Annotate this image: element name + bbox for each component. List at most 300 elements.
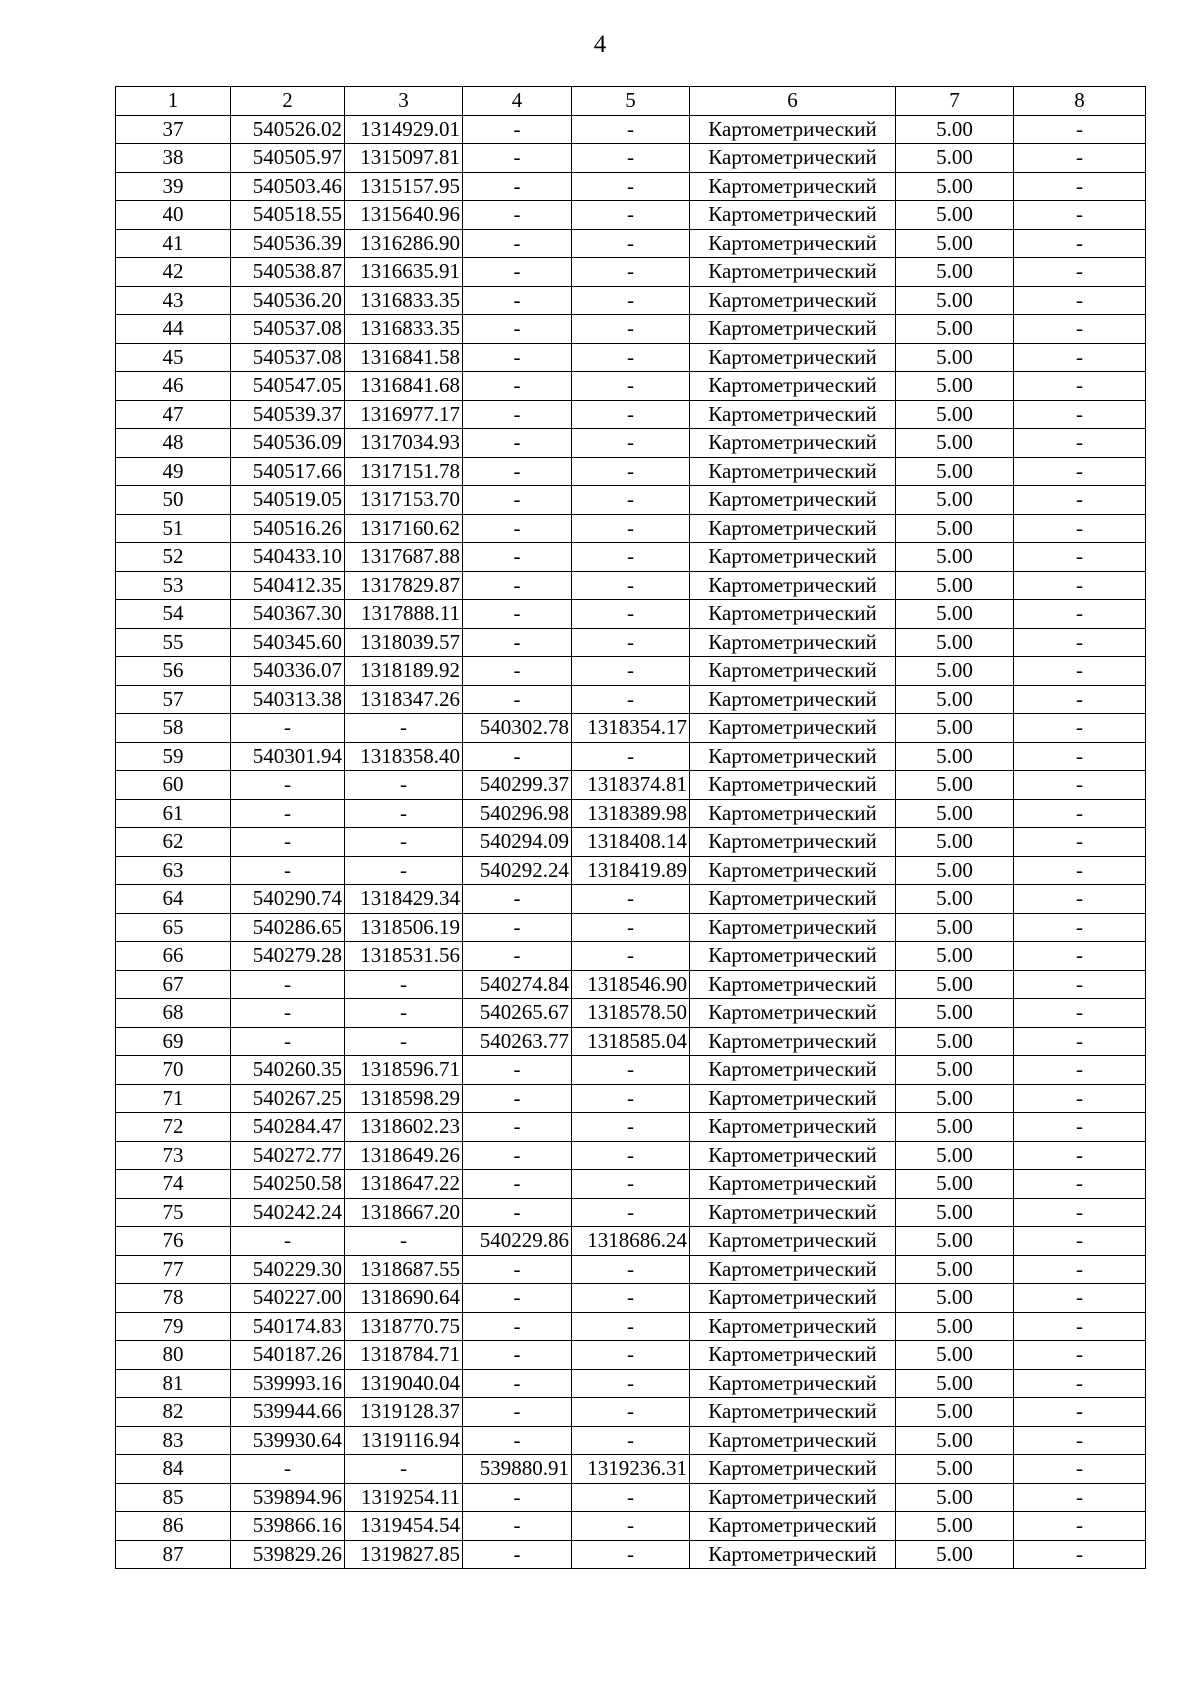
y-coordinate-alt-cell: 1318419.89 (572, 856, 690, 885)
method-cell: Картометрический (690, 828, 896, 857)
y-coordinate-cell: 1316635.91 (345, 258, 463, 287)
table-row (116, 543, 1146, 572)
y-coordinate-cell: - (345, 856, 463, 885)
column-header: 6 (690, 87, 896, 116)
x-coordinate-alt-cell: 540294.09 (463, 828, 572, 857)
point-number-cell: 74 (116, 1170, 231, 1199)
y-coordinate-cell: 1316977.17 (345, 400, 463, 429)
accuracy-cell: 5.00 (896, 1426, 1014, 1455)
accuracy-cell: 5.00 (896, 1455, 1014, 1484)
point-number-cell: 68 (116, 999, 231, 1028)
y-coordinate-alt-cell: - (572, 571, 690, 600)
y-coordinate-cell: 1317160.62 (345, 514, 463, 543)
x-coordinate-alt-cell: - (463, 1170, 572, 1199)
point-number-cell: 52 (116, 543, 231, 572)
x-coordinate-alt-cell: - (463, 1426, 572, 1455)
note-cell: - (1014, 400, 1146, 429)
note-cell: - (1014, 1512, 1146, 1541)
y-coordinate-alt-cell: - (572, 115, 690, 144)
accuracy-cell: 5.00 (896, 913, 1014, 942)
note-cell: - (1014, 685, 1146, 714)
column-header: 4 (463, 87, 572, 116)
x-coordinate-cell: 540412.35 (231, 571, 345, 600)
note-cell: - (1014, 970, 1146, 999)
x-coordinate-cell: - (231, 1227, 345, 1256)
y-coordinate-alt-cell: - (572, 628, 690, 657)
note-cell: - (1014, 1056, 1146, 1085)
y-coordinate-alt-cell: - (572, 1056, 690, 1085)
table-body (116, 115, 1146, 1569)
y-coordinate-cell: 1315097.81 (345, 144, 463, 173)
x-coordinate-cell: 540537.08 (231, 343, 345, 372)
accuracy-cell: 5.00 (896, 115, 1014, 144)
y-coordinate-alt-cell: 1318374.81 (572, 771, 690, 800)
note-cell: - (1014, 799, 1146, 828)
accuracy-cell: 5.00 (896, 172, 1014, 201)
y-coordinate-alt-cell: 1318354.17 (572, 714, 690, 743)
x-coordinate-alt-cell: - (463, 429, 572, 458)
method-cell: Картометрический (690, 286, 896, 315)
x-coordinate-alt-cell: - (463, 600, 572, 629)
table-row (116, 372, 1146, 401)
accuracy-cell: 5.00 (896, 828, 1014, 857)
y-coordinate-alt-cell: - (572, 286, 690, 315)
table-row (116, 1455, 1146, 1484)
note-cell: - (1014, 999, 1146, 1028)
point-number-cell: 56 (116, 657, 231, 686)
x-coordinate-cell: - (231, 999, 345, 1028)
y-coordinate-cell: 1316286.90 (345, 229, 463, 258)
table-row (116, 600, 1146, 629)
accuracy-cell: 5.00 (896, 1056, 1014, 1085)
x-coordinate-cell: 540242.24 (231, 1198, 345, 1227)
x-coordinate-cell: 540279.28 (231, 942, 345, 971)
y-coordinate-cell: - (345, 771, 463, 800)
method-cell: Картометрический (690, 1113, 896, 1142)
x-coordinate-alt-cell: - (463, 144, 572, 173)
x-coordinate-alt-cell: - (463, 372, 572, 401)
method-cell: Картометрический (690, 144, 896, 173)
y-coordinate-alt-cell: - (572, 514, 690, 543)
column-header: 3 (345, 87, 463, 116)
y-coordinate-alt-cell: - (572, 400, 690, 429)
y-coordinate-alt-cell: 1318408.14 (572, 828, 690, 857)
y-coordinate-alt-cell: - (572, 885, 690, 914)
x-coordinate-cell: 540516.26 (231, 514, 345, 543)
point-number-cell: 47 (116, 400, 231, 429)
y-coordinate-cell: 1315640.96 (345, 201, 463, 230)
method-cell: Картометрический (690, 742, 896, 771)
table-row (116, 343, 1146, 372)
table-row (116, 400, 1146, 429)
accuracy-cell: 5.00 (896, 1170, 1014, 1199)
accuracy-cell: 5.00 (896, 885, 1014, 914)
accuracy-cell: 5.00 (896, 1341, 1014, 1370)
table-row (116, 1056, 1146, 1085)
accuracy-cell: 5.00 (896, 1369, 1014, 1398)
accuracy-cell: 5.00 (896, 1312, 1014, 1341)
y-coordinate-cell: - (345, 714, 463, 743)
note-cell: - (1014, 315, 1146, 344)
y-coordinate-alt-cell: 1318585.04 (572, 1027, 690, 1056)
x-coordinate-cell: 540286.65 (231, 913, 345, 942)
x-coordinate-alt-cell: - (463, 1084, 572, 1113)
x-coordinate-cell: 539829.26 (231, 1540, 345, 1569)
table-row (116, 115, 1146, 144)
method-cell: Картометрический (690, 714, 896, 743)
table-row (116, 685, 1146, 714)
point-number-cell: 76 (116, 1227, 231, 1256)
point-number-cell: 60 (116, 771, 231, 800)
point-number-cell: 87 (116, 1540, 231, 1569)
x-coordinate-cell: - (231, 714, 345, 743)
accuracy-cell: 5.00 (896, 799, 1014, 828)
method-cell: Картометрический (690, 1198, 896, 1227)
y-coordinate-alt-cell: - (572, 457, 690, 486)
method-cell: Картометрический (690, 343, 896, 372)
method-cell: Картометрический (690, 685, 896, 714)
point-number-cell: 39 (116, 172, 231, 201)
y-coordinate-alt-cell: - (572, 1312, 690, 1341)
method-cell: Картометрический (690, 799, 896, 828)
table-row (116, 1027, 1146, 1056)
x-coordinate-alt-cell: - (463, 400, 572, 429)
note-cell: - (1014, 742, 1146, 771)
accuracy-cell: 5.00 (896, 1540, 1014, 1569)
point-number-cell: 57 (116, 685, 231, 714)
note-cell: - (1014, 115, 1146, 144)
point-number-cell: 55 (116, 628, 231, 657)
y-coordinate-alt-cell: - (572, 543, 690, 572)
accuracy-cell: 5.00 (896, 600, 1014, 629)
note-cell: - (1014, 172, 1146, 201)
method-cell: Картометрический (690, 429, 896, 458)
point-number-cell: 43 (116, 286, 231, 315)
method-cell: Картометрический (690, 1027, 896, 1056)
accuracy-cell: 5.00 (896, 372, 1014, 401)
note-cell: - (1014, 856, 1146, 885)
x-coordinate-alt-cell: - (463, 457, 572, 486)
accuracy-cell: 5.00 (896, 258, 1014, 287)
note-cell: - (1014, 1483, 1146, 1512)
note-cell: - (1014, 372, 1146, 401)
table-row (116, 913, 1146, 942)
method-cell: Картометрический (690, 1084, 896, 1113)
x-coordinate-cell: - (231, 771, 345, 800)
y-coordinate-cell: - (345, 799, 463, 828)
x-coordinate-cell: 540260.35 (231, 1056, 345, 1085)
y-coordinate-alt-cell: - (572, 1369, 690, 1398)
x-coordinate-cell: 540536.39 (231, 229, 345, 258)
table-row (116, 1284, 1146, 1313)
accuracy-cell: 5.00 (896, 1084, 1014, 1113)
method-cell: Картометрический (690, 258, 896, 287)
table-row (116, 1170, 1146, 1199)
note-cell: - (1014, 486, 1146, 515)
column-header: 8 (1014, 87, 1146, 116)
y-coordinate-alt-cell: - (572, 1512, 690, 1541)
table-row (116, 315, 1146, 344)
method-cell: Картометрический (690, 115, 896, 144)
y-coordinate-alt-cell: - (572, 343, 690, 372)
accuracy-cell: 5.00 (896, 1483, 1014, 1512)
method-cell: Картометрический (690, 600, 896, 629)
method-cell: Картометрический (690, 1312, 896, 1341)
method-cell: Картометрический (690, 571, 896, 600)
x-coordinate-alt-cell: - (463, 315, 572, 344)
point-number-cell: 63 (116, 856, 231, 885)
x-coordinate-cell: 540313.38 (231, 685, 345, 714)
note-cell: - (1014, 828, 1146, 857)
accuracy-cell: 5.00 (896, 457, 1014, 486)
page-number: 4 (593, 31, 607, 58)
y-coordinate-cell: 1318506.19 (345, 913, 463, 942)
y-coordinate-alt-cell: - (572, 1084, 690, 1113)
y-coordinate-cell: - (345, 828, 463, 857)
y-coordinate-cell: - (345, 1027, 463, 1056)
accuracy-cell: 5.00 (896, 714, 1014, 743)
accuracy-cell: 5.00 (896, 514, 1014, 543)
x-coordinate-alt-cell: - (463, 742, 572, 771)
x-coordinate-alt-cell: - (463, 258, 572, 287)
y-coordinate-alt-cell: - (572, 315, 690, 344)
y-coordinate-alt-cell: - (572, 1426, 690, 1455)
x-coordinate-cell: 539930.64 (231, 1426, 345, 1455)
table-row (116, 1369, 1146, 1398)
y-coordinate-cell: 1318347.26 (345, 685, 463, 714)
table-row (116, 856, 1146, 885)
point-number-cell: 46 (116, 372, 231, 401)
point-number-cell: 72 (116, 1113, 231, 1142)
table-row (116, 1141, 1146, 1170)
method-cell: Картометрический (690, 657, 896, 686)
accuracy-cell: 5.00 (896, 1027, 1014, 1056)
point-number-cell: 40 (116, 201, 231, 230)
x-coordinate-alt-cell: - (463, 942, 572, 971)
method-cell: Картометрический (690, 1426, 896, 1455)
x-coordinate-alt-cell: - (463, 1398, 572, 1427)
x-coordinate-cell: 540345.60 (231, 628, 345, 657)
method-cell: Картометрический (690, 372, 896, 401)
note-cell: - (1014, 1455, 1146, 1484)
x-coordinate-alt-cell: - (463, 685, 572, 714)
y-coordinate-cell: 1318189.92 (345, 657, 463, 686)
accuracy-cell: 5.00 (896, 343, 1014, 372)
y-coordinate-alt-cell: - (572, 1540, 690, 1569)
y-coordinate-cell: 1316833.35 (345, 315, 463, 344)
table-row (116, 1398, 1146, 1427)
x-coordinate-cell: 540503.46 (231, 172, 345, 201)
note-cell: - (1014, 771, 1146, 800)
y-coordinate-alt-cell: - (572, 1113, 690, 1142)
point-number-cell: 77 (116, 1255, 231, 1284)
x-coordinate-alt-cell: 540263.77 (463, 1027, 572, 1056)
y-coordinate-alt-cell: - (572, 1141, 690, 1170)
point-number-cell: 70 (116, 1056, 231, 1085)
y-coordinate-alt-cell: - (572, 942, 690, 971)
note-cell: - (1014, 543, 1146, 572)
x-coordinate-alt-cell: - (463, 628, 572, 657)
x-coordinate-alt-cell: - (463, 1056, 572, 1085)
y-coordinate-cell: 1318687.55 (345, 1255, 463, 1284)
method-cell: Картометрический (690, 514, 896, 543)
table-header-row (116, 87, 1146, 116)
method-cell: Картометрический (690, 1170, 896, 1199)
y-coordinate-alt-cell: - (572, 1398, 690, 1427)
x-coordinate-alt-cell: - (463, 1284, 572, 1313)
note-cell: - (1014, 1027, 1146, 1056)
point-number-cell: 50 (116, 486, 231, 515)
x-coordinate-alt-cell: - (463, 286, 572, 315)
note-cell: - (1014, 913, 1146, 942)
method-cell: Картометрический (690, 400, 896, 429)
note-cell: - (1014, 514, 1146, 543)
table-row (116, 1227, 1146, 1256)
y-coordinate-cell: 1319128.37 (345, 1398, 463, 1427)
table-row (116, 970, 1146, 999)
point-number-cell: 67 (116, 970, 231, 999)
x-coordinate-cell: 539894.96 (231, 1483, 345, 1512)
point-number-cell: 80 (116, 1341, 231, 1370)
point-number-cell: 37 (116, 115, 231, 144)
x-coordinate-cell: 540174.83 (231, 1312, 345, 1341)
note-cell: - (1014, 942, 1146, 971)
table-row (116, 286, 1146, 315)
y-coordinate-cell: 1316841.68 (345, 372, 463, 401)
note-cell: - (1014, 657, 1146, 686)
table-row (116, 486, 1146, 515)
accuracy-cell: 5.00 (896, 229, 1014, 258)
table-row (116, 657, 1146, 686)
method-cell: Картометрический (690, 1398, 896, 1427)
x-coordinate-cell: 539866.16 (231, 1512, 345, 1541)
column-header: 1 (116, 87, 231, 116)
accuracy-cell: 5.00 (896, 628, 1014, 657)
accuracy-cell: 5.00 (896, 1198, 1014, 1227)
point-number-cell: 49 (116, 457, 231, 486)
method-cell: Картометрический (690, 942, 896, 971)
accuracy-cell: 5.00 (896, 1227, 1014, 1256)
x-coordinate-alt-cell: 540299.37 (463, 771, 572, 800)
note-cell: - (1014, 1084, 1146, 1113)
accuracy-cell: 5.00 (896, 685, 1014, 714)
x-coordinate-alt-cell: - (463, 201, 572, 230)
note-cell: - (1014, 885, 1146, 914)
y-coordinate-cell: 1318531.56 (345, 942, 463, 971)
method-cell: Картометрический (690, 970, 896, 999)
accuracy-cell: 5.00 (896, 429, 1014, 458)
table-row (116, 571, 1146, 600)
x-coordinate-alt-cell: 540302.78 (463, 714, 572, 743)
table-row (116, 144, 1146, 173)
accuracy-cell: 5.00 (896, 856, 1014, 885)
y-coordinate-cell: 1314929.01 (345, 115, 463, 144)
method-cell: Картометрический (690, 486, 896, 515)
point-number-cell: 71 (116, 1084, 231, 1113)
y-coordinate-alt-cell: 1318578.50 (572, 999, 690, 1028)
y-coordinate-cell: 1318596.71 (345, 1056, 463, 1085)
note-cell: - (1014, 429, 1146, 458)
method-cell: Картометрический (690, 885, 896, 914)
x-coordinate-cell: 540229.30 (231, 1255, 345, 1284)
table-row (116, 1198, 1146, 1227)
x-coordinate-cell: 540518.55 (231, 201, 345, 230)
y-coordinate-alt-cell: - (572, 144, 690, 173)
point-number-cell: 81 (116, 1369, 231, 1398)
x-coordinate-alt-cell: - (463, 657, 572, 686)
y-coordinate-cell: 1317687.88 (345, 543, 463, 572)
y-coordinate-cell: 1317153.70 (345, 486, 463, 515)
table-row (116, 1512, 1146, 1541)
x-coordinate-alt-cell: - (463, 543, 572, 572)
method-cell: Картометрический (690, 543, 896, 572)
y-coordinate-alt-cell: - (572, 172, 690, 201)
y-coordinate-cell: 1318784.71 (345, 1341, 463, 1370)
note-cell: - (1014, 1227, 1146, 1256)
table-row (116, 1341, 1146, 1370)
x-coordinate-alt-cell: - (463, 486, 572, 515)
point-number-cell: 51 (116, 514, 231, 543)
method-cell: Картометрический (690, 999, 896, 1028)
table-row (116, 799, 1146, 828)
x-coordinate-alt-cell: - (463, 913, 572, 942)
y-coordinate-cell: 1318770.75 (345, 1312, 463, 1341)
y-coordinate-alt-cell: - (572, 229, 690, 258)
point-number-cell: 84 (116, 1455, 231, 1484)
y-coordinate-alt-cell: - (572, 486, 690, 515)
x-coordinate-cell: 540290.74 (231, 885, 345, 914)
accuracy-cell: 5.00 (896, 201, 1014, 230)
y-coordinate-alt-cell: 1318389.98 (572, 799, 690, 828)
y-coordinate-alt-cell: 1319236.31 (572, 1455, 690, 1484)
x-coordinate-alt-cell: 540296.98 (463, 799, 572, 828)
point-number-cell: 75 (116, 1198, 231, 1227)
point-number-cell: 53 (116, 571, 231, 600)
x-coordinate-alt-cell: 540229.86 (463, 1227, 572, 1256)
table-row (116, 942, 1146, 971)
point-number-cell: 69 (116, 1027, 231, 1056)
x-coordinate-alt-cell: - (463, 1341, 572, 1370)
point-number-cell: 59 (116, 742, 231, 771)
x-coordinate-cell: 540537.08 (231, 315, 345, 344)
point-number-cell: 65 (116, 913, 231, 942)
x-coordinate-cell: - (231, 970, 345, 999)
table-row (116, 457, 1146, 486)
column-header: 2 (231, 87, 345, 116)
table-row (116, 258, 1146, 287)
x-coordinate-cell: 540272.77 (231, 1141, 345, 1170)
note-cell: - (1014, 229, 1146, 258)
method-cell: Картометрический (690, 1483, 896, 1512)
method-cell: Картометрический (690, 1341, 896, 1370)
y-coordinate-alt-cell: - (572, 685, 690, 714)
point-number-cell: 61 (116, 799, 231, 828)
point-number-cell: 48 (116, 429, 231, 458)
x-coordinate-alt-cell: - (463, 1255, 572, 1284)
note-cell: - (1014, 714, 1146, 743)
note-cell: - (1014, 1341, 1146, 1370)
method-cell: Картометрический (690, 315, 896, 344)
y-coordinate-alt-cell: 1318686.24 (572, 1227, 690, 1256)
x-coordinate-cell: 540301.94 (231, 742, 345, 771)
accuracy-cell: 5.00 (896, 1284, 1014, 1313)
method-cell: Картометрический (690, 1512, 896, 1541)
y-coordinate-cell: 1318647.22 (345, 1170, 463, 1199)
point-number-cell: 83 (116, 1426, 231, 1455)
note-cell: - (1014, 1170, 1146, 1199)
y-coordinate-cell: - (345, 999, 463, 1028)
y-coordinate-alt-cell: - (572, 1483, 690, 1512)
